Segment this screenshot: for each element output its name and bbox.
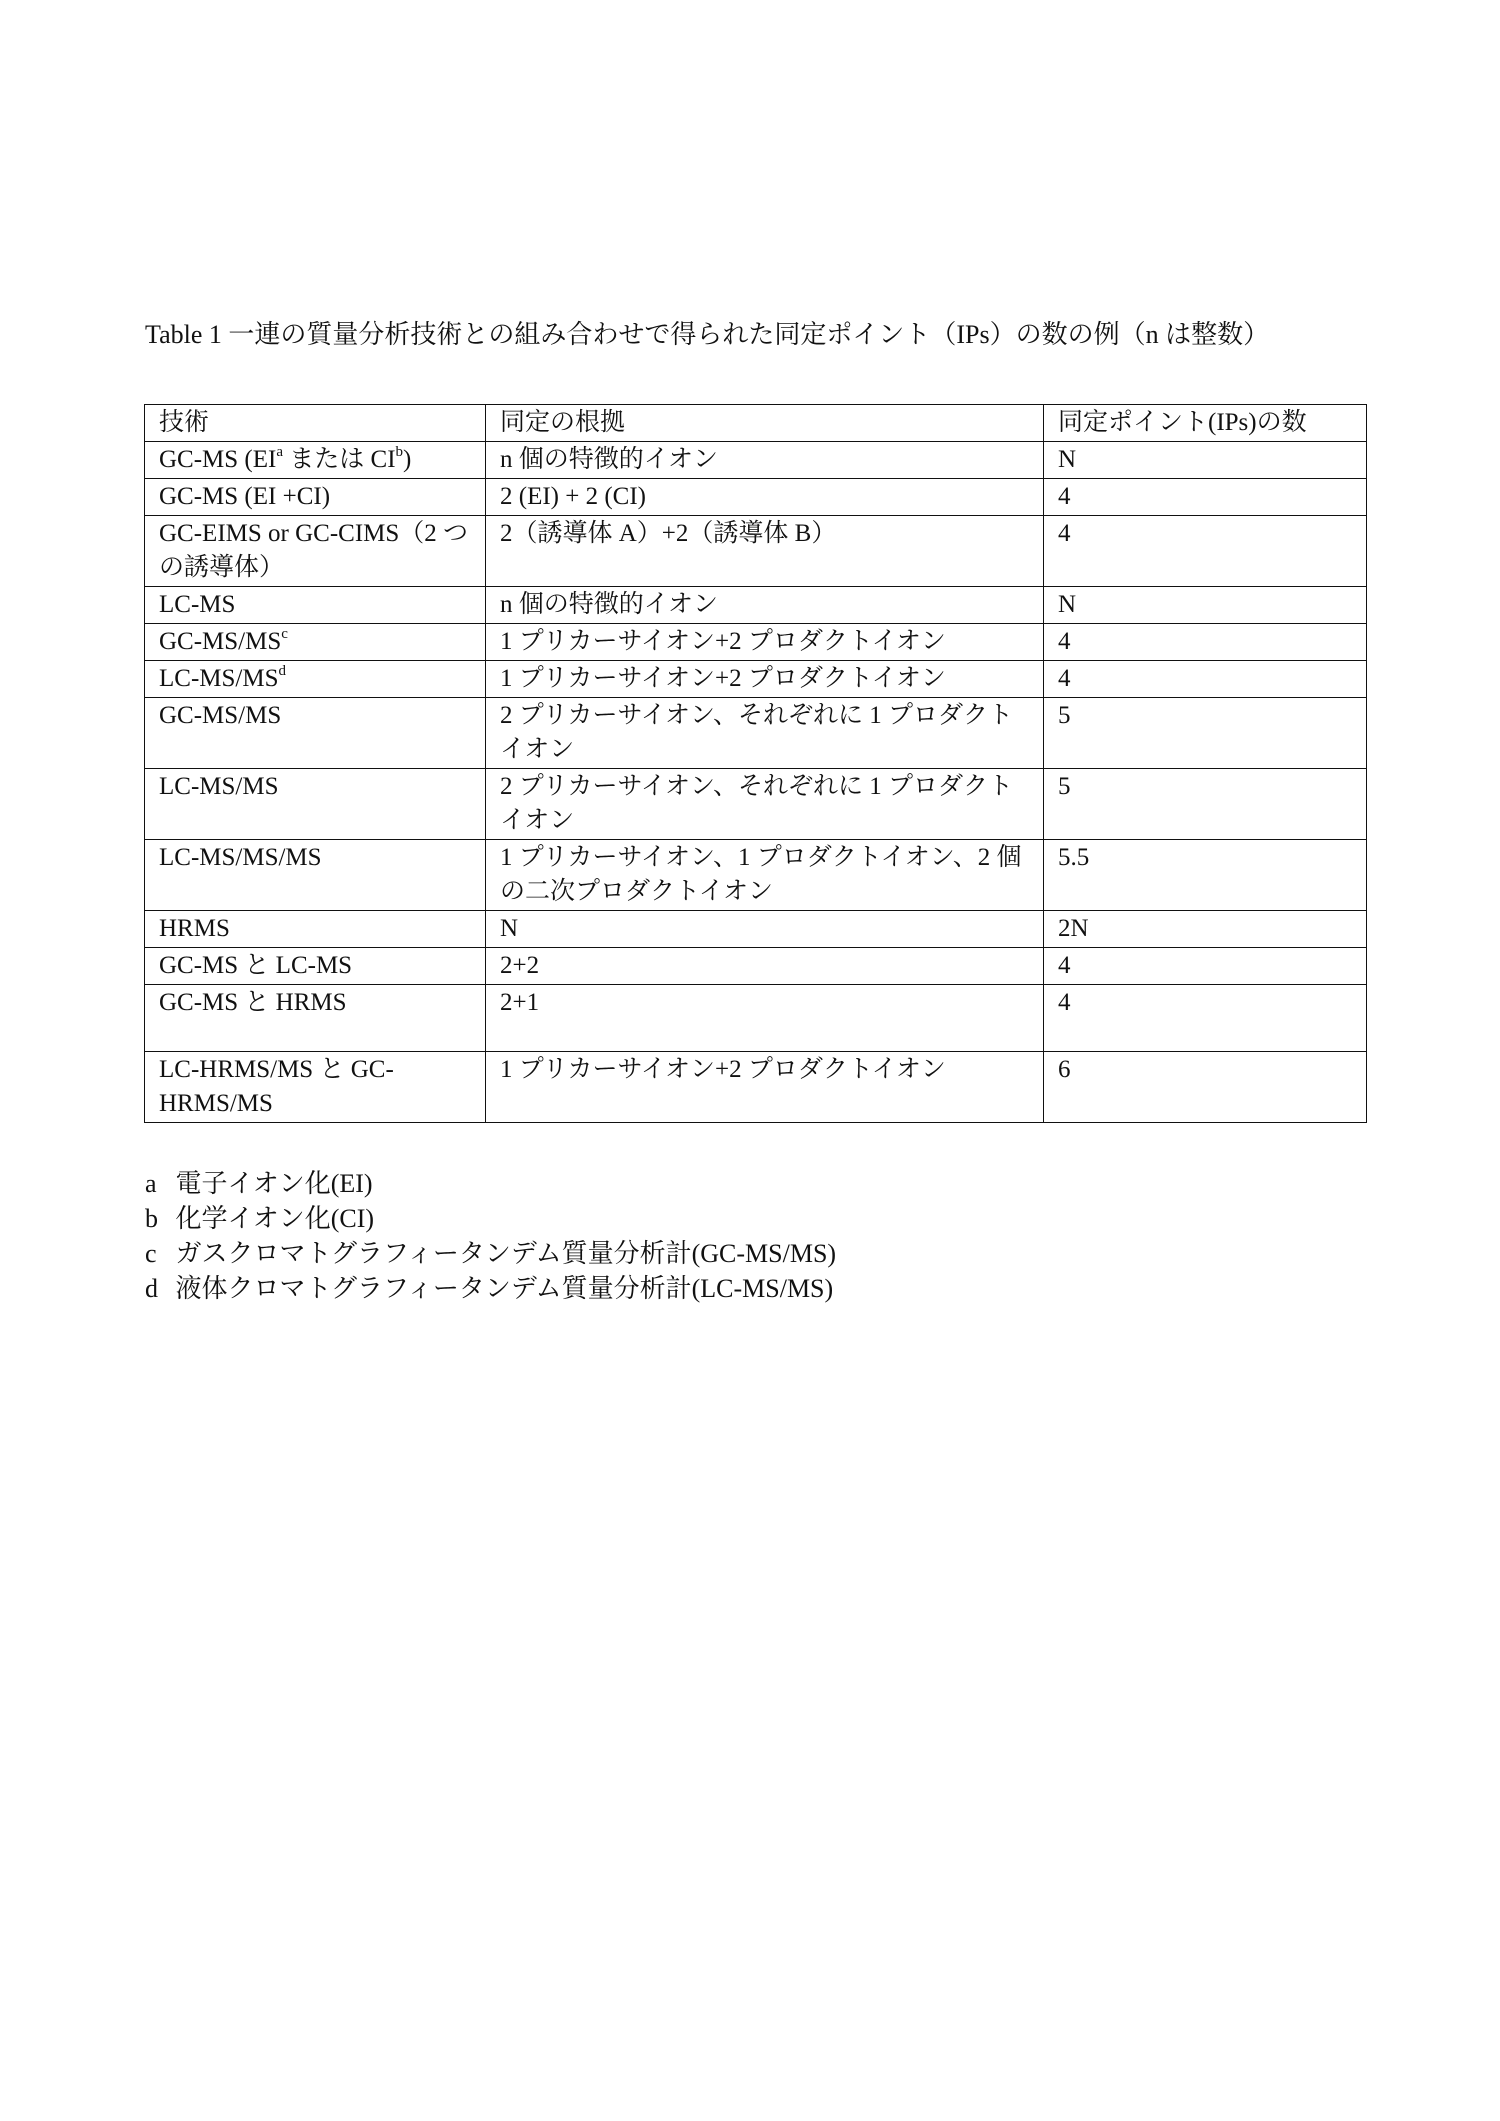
ips-cell: 2N <box>1044 911 1367 948</box>
footnote-a: a 電子イオン化(EI) <box>145 1169 373 1198</box>
table-row <box>145 661 1367 698</box>
table-row <box>145 911 1367 948</box>
identification-points-table <box>144 404 1367 1123</box>
table-row <box>145 587 1367 624</box>
ips-cell: 5 <box>1044 769 1367 840</box>
basis-cell: 1 プリカーサイオン+2 プロダクトイオン <box>486 624 1044 661</box>
technique-cell: GC-MS と HRMS <box>145 985 486 1052</box>
table-header-row <box>145 405 1367 442</box>
table-row <box>145 442 1367 479</box>
ips-cell: N <box>1044 442 1367 479</box>
technique-cell: $LC-MS/MS^d$ <box>145 661 486 698</box>
technique-cell: LC-MS <box>145 587 486 624</box>
ips-cell: 4 <box>1044 985 1367 1052</box>
table-row <box>145 840 1367 911</box>
basis-cell: 2 プリカーサイオン、それぞれに 1 プロダクトイオン <box>486 698 1044 769</box>
ips-cell: 4 <box>1044 516 1367 587</box>
header-ips: 同定ポイント(IPs)の数 <box>1044 405 1367 442</box>
technique-cell: HRMS <box>145 911 486 948</box>
basis-cell: n 個の特徴的イオン <box>486 442 1044 479</box>
basis-cell: 1 プリカーサイオン+2 プロダクトイオン <box>486 661 1044 698</box>
table-row <box>145 479 1367 516</box>
basis-cell: 2+2 <box>486 948 1044 985</box>
footnote-b: b 化学イオン化(CI) <box>145 1204 375 1233</box>
ips-cell: 4 <box>1044 948 1367 985</box>
ips-cell: 6 <box>1044 1052 1367 1123</box>
header-basis: 同定の根拠 <box>486 405 1044 442</box>
table-row <box>145 516 1367 587</box>
basis-cell: 2 プリカーサイオン、それぞれに 1 プロダクトイオン <box>486 769 1044 840</box>
technique-cell: LC-MS/MS <box>145 769 486 840</box>
technique-cell: GC-MS/MS <box>145 698 486 769</box>
technique-cell: GC-MS (EI +CI) <box>145 479 486 516</box>
table-row <box>145 698 1367 769</box>
ips-cell: 4 <box>1044 479 1367 516</box>
ips-cell: 5.5 <box>1044 840 1367 911</box>
footnote-d: d 液体クロマトグラフィータンデム質量分析計(LC-MS/MS) <box>145 1274 834 1303</box>
ips-cell: N <box>1044 587 1367 624</box>
basis-cell: n 個の特徴的イオン <box>486 587 1044 624</box>
technique-cell: GC-MS と LC-MS <box>145 948 486 985</box>
technique-cell: LC-MS/MS/MS <box>145 840 486 911</box>
basis-cell: 1 プリカーサイオン+2 プロダクトイオン <box>486 1052 1044 1123</box>
table-row <box>145 769 1367 840</box>
table-row <box>145 985 1367 1052</box>
table-row <box>145 948 1367 985</box>
technique-cell: GC-EIMS or GC-CIMS（2 つの誘導体） <box>145 516 486 587</box>
table-row <box>145 624 1367 661</box>
ips-cell: 5 <box>1044 698 1367 769</box>
technique-cell: $GC-MS/MS^c$ <box>145 624 486 661</box>
table-caption: Table 1 一連の質量分析技術との組み合わせで得られた同定ポイント（IPs）の数の例（n は整数） <box>145 320 1270 349</box>
technique-cell: GC-MS ($EI^a$ または $CI^b$) <box>145 442 486 479</box>
footnotes <box>145 1166 1245 1306</box>
basis-cell: 1 プリカーサイオン、1 プロダクトイオン、2 個の二次プロダクトイオン <box>486 840 1044 911</box>
header-technique: 技術 <box>145 405 486 442</box>
ips-cell: 4 <box>1044 624 1367 661</box>
ips-cell: 4 <box>1044 661 1367 698</box>
basis-cell: N <box>486 911 1044 948</box>
basis-cell: 2 (EI) + 2 (CI) <box>486 479 1044 516</box>
footnote-c: c ガスクロマトグラフィータンデム質量分析計(GC-MS/MS) <box>145 1239 837 1268</box>
technique-cell: LC-HRMS/MS と GC-HRMS/MS <box>145 1052 486 1123</box>
basis-cell: 2+1 <box>486 985 1044 1052</box>
basis-cell: 2（誘導体 A）+2（誘導体 B） <box>486 516 1044 587</box>
table-row <box>145 1052 1367 1123</box>
